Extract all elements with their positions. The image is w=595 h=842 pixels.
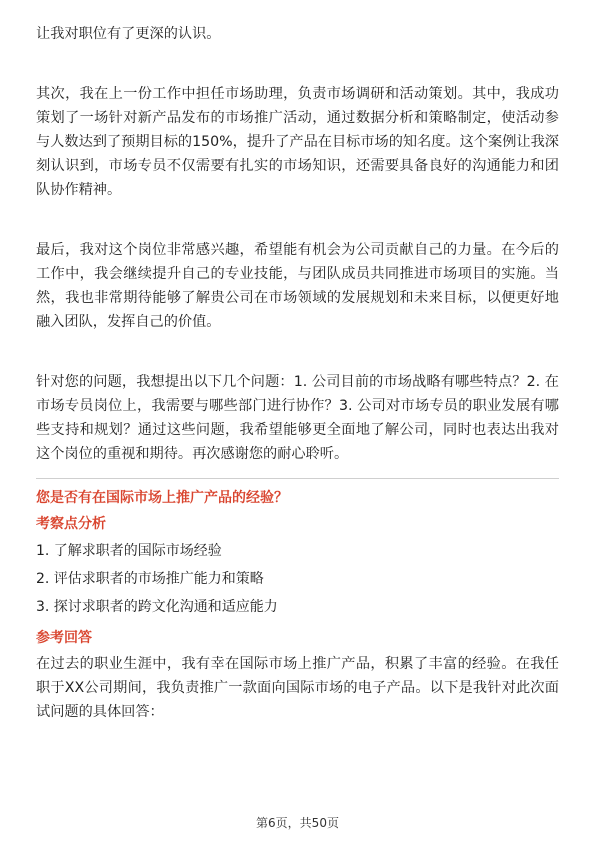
body-paragraph-4: 针对您的问题，我想提出以下几个问题：1. 公司目前的市场战略有哪些特点？2. 在市场专员岗位上，我需要与哪些部门进行协作？3. 公司对市场专员的职业发展有哪些支持和规划？通过这些问题，我希望能够更全面地了解公司，同时也表达出我对这个岗位的重视和期待。再次感谢您的耐心聆听。 — [36, 374, 559, 462]
analysis-list — [36, 540, 559, 618]
body-paragraph-3: 最后，我对这个岗位非常感兴趣，希望能有机会为公司贡献自己的力量。在今后的工作中，我会继续提升自己的专业技能，与团队成员共同推进市场项目的实施。当然，我也非常期待能够了解贵公司在市场领域的发展规划和未来目标，以便更好地融入团队，发挥自己的价值。 — [36, 242, 559, 330]
section-divider — [36, 478, 559, 479]
page-number: 第6页，共50页 — [256, 816, 339, 830]
paragraph-spacer — [36, 334, 559, 370]
body-paragraph-1: 让我对职位有了更深的认识。 — [36, 26, 221, 42]
paragraph-spacer — [36, 202, 559, 238]
analysis-item-2: 2. 评估求职者的市场推广能力和策略 — [36, 571, 264, 587]
document-content — [36, 22, 559, 724]
answer-paragraph: 在过去的职业生涯中，我有幸在国际市场上推广产品，积累了丰富的经验。在我任职于XX公司期间，我负责推广一款面向国际市场的电子产品。以下是我针对此次面试问题的具体回答： — [36, 656, 559, 720]
body-paragraph-2: 其次，我在上一份工作中担任市场助理，负责市场调研和活动策划。其中，我成功策划了一场针对新产品发布的市场推广活动，通过数据分析和策略制定，使活动参与人数达到了预期目标的150%，提升了产品在目标市场的知名度。这个案例让我深刻认识到，市场专员不仅需要有扎实的市场知识，还需要具备良好的沟通能力和团队协作精神。 — [36, 86, 559, 198]
interview-question: 您是否有在国际市场上推广产品的经验？ — [36, 490, 288, 506]
analysis-item-1: 1. 了解求职者的国际市场经验 — [36, 543, 222, 559]
analysis-item-3: 3. 探讨求职者的跨文化沟通和适应能力 — [36, 599, 278, 615]
analysis-heading: 考察点分析 — [36, 516, 106, 532]
paragraph-spacer — [36, 46, 559, 82]
answer-heading: 参考回答 — [36, 630, 92, 646]
